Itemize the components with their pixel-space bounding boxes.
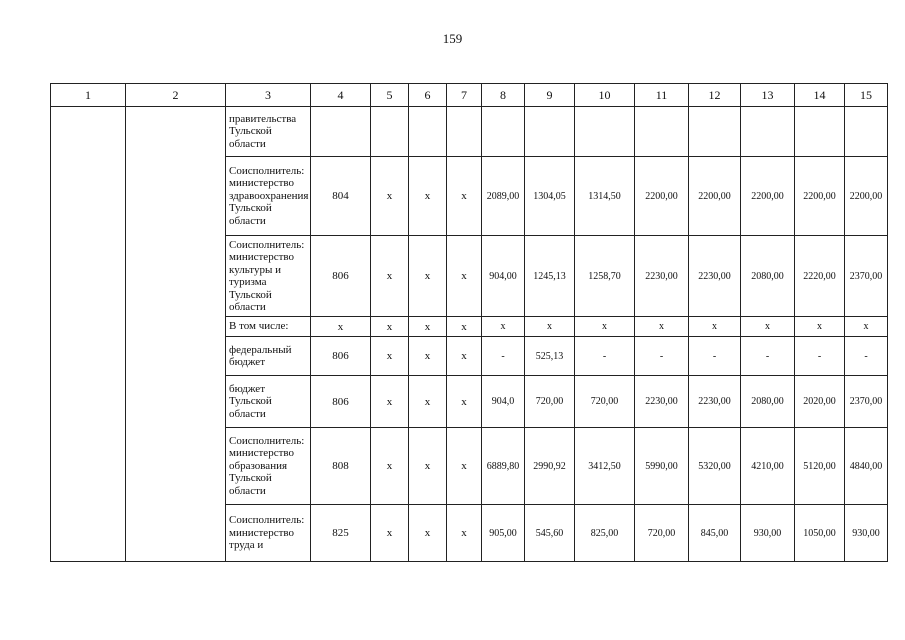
data-cell: x <box>795 317 845 337</box>
budget-table <box>50 83 888 562</box>
data-cell: x <box>635 317 689 337</box>
data-cell: 720,00 <box>525 376 575 428</box>
data-cell: x <box>371 236 409 317</box>
data-cell: x <box>371 428 409 505</box>
data-cell: x <box>371 505 409 562</box>
data-cell: 2370,00 <box>845 236 888 317</box>
data-cell: 845,00 <box>689 505 741 562</box>
data-cell: 825,00 <box>575 505 635 562</box>
table-row <box>51 236 888 317</box>
empty-cell <box>126 337 226 376</box>
column-header-1: 1 <box>51 84 126 107</box>
data-cell: 804 <box>311 157 371 236</box>
data-cell: 806 <box>311 376 371 428</box>
data-cell: 720,00 <box>575 376 635 428</box>
empty-cell <box>126 236 226 317</box>
data-cell: 5320,00 <box>689 428 741 505</box>
data-cell: 2020,00 <box>795 376 845 428</box>
data-cell: x <box>409 428 447 505</box>
table-row <box>51 157 888 236</box>
header-row <box>51 84 888 107</box>
empty-cell <box>51 505 126 562</box>
data-cell: x <box>409 505 447 562</box>
data-cell: 4840,00 <box>845 428 888 505</box>
data-cell: 1050,00 <box>795 505 845 562</box>
data-cell: - <box>741 337 795 376</box>
data-cell: x <box>845 317 888 337</box>
data-cell: x <box>525 317 575 337</box>
data-cell: 904,0 <box>482 376 525 428</box>
data-cell: 3412,50 <box>575 428 635 505</box>
data-cell: x <box>447 428 482 505</box>
empty-cell <box>51 157 126 236</box>
data-cell: x <box>371 317 409 337</box>
table-row <box>51 337 888 376</box>
data-cell: 4210,00 <box>741 428 795 505</box>
data-cell <box>845 107 888 157</box>
row-name-cell: федеральный бюджет <box>226 337 311 376</box>
row-name-cell: Соисполнитель: министерство образования Тульской области <box>226 428 311 505</box>
data-cell: x <box>409 157 447 236</box>
data-cell: 1258,70 <box>575 236 635 317</box>
table-row <box>51 505 888 562</box>
empty-cell <box>51 107 126 157</box>
column-header-2: 2 <box>126 84 226 107</box>
empty-cell <box>51 337 126 376</box>
data-cell: 2089,00 <box>482 157 525 236</box>
empty-cell <box>126 107 226 157</box>
page-number: 159 <box>442 31 463 46</box>
data-cell: 930,00 <box>845 505 888 562</box>
table-header <box>51 84 888 107</box>
column-header-12: 12 <box>689 84 741 107</box>
row-name-cell: правительства Тульской области <box>226 107 311 157</box>
data-cell <box>575 107 635 157</box>
data-cell: x <box>689 317 741 337</box>
data-cell: x <box>482 317 525 337</box>
empty-cell <box>126 317 226 337</box>
data-cell: 806 <box>311 337 371 376</box>
data-cell: 2230,00 <box>689 236 741 317</box>
data-cell: 720,00 <box>635 505 689 562</box>
data-cell: 1245,13 <box>525 236 575 317</box>
data-cell: 2200,00 <box>741 157 795 236</box>
column-header-15: 15 <box>845 84 888 107</box>
empty-cell <box>126 428 226 505</box>
column-header-13: 13 <box>741 84 795 107</box>
column-header-8: 8 <box>482 84 525 107</box>
data-cell: 825 <box>311 505 371 562</box>
empty-cell <box>51 317 126 337</box>
row-name-cell: В том числе: <box>226 317 311 337</box>
data-cell: 5120,00 <box>795 428 845 505</box>
data-cell: 2200,00 <box>689 157 741 236</box>
data-cell <box>525 107 575 157</box>
data-cell: 5990,00 <box>635 428 689 505</box>
column-header-7: 7 <box>447 84 482 107</box>
data-cell <box>795 107 845 157</box>
row-name-cell: бюджет Тульской области <box>226 376 311 428</box>
empty-cell <box>126 376 226 428</box>
data-cell: - <box>482 337 525 376</box>
data-cell: x <box>741 317 795 337</box>
data-cell <box>409 107 447 157</box>
data-cell: 2230,00 <box>635 236 689 317</box>
data-cell: 2080,00 <box>741 236 795 317</box>
data-cell: x <box>311 317 371 337</box>
data-cell: 808 <box>311 428 371 505</box>
table-body <box>51 107 888 562</box>
data-cell: x <box>371 376 409 428</box>
data-cell: 545,60 <box>525 505 575 562</box>
column-header-10: 10 <box>575 84 635 107</box>
data-cell <box>482 107 525 157</box>
data-cell <box>741 107 795 157</box>
data-cell: x <box>409 236 447 317</box>
data-cell: 2200,00 <box>635 157 689 236</box>
data-cell: 1314,50 <box>575 157 635 236</box>
data-cell <box>689 107 741 157</box>
column-header-9: 9 <box>525 84 575 107</box>
data-cell: 930,00 <box>741 505 795 562</box>
data-cell <box>371 107 409 157</box>
data-cell: 1304,05 <box>525 157 575 236</box>
table-row <box>51 376 888 428</box>
row-name-cell: Соисполнитель: министерство культуры и туризма Тульской области <box>226 236 311 317</box>
data-cell: 2230,00 <box>689 376 741 428</box>
data-cell: 2220,00 <box>795 236 845 317</box>
data-cell: x <box>447 317 482 337</box>
table-row <box>51 317 888 337</box>
empty-cell <box>126 505 226 562</box>
column-header-5: 5 <box>371 84 409 107</box>
row-name-cell: Соисполнитель: министерство труда и <box>226 505 311 562</box>
data-cell: x <box>447 505 482 562</box>
data-cell: x <box>447 376 482 428</box>
data-cell: - <box>575 337 635 376</box>
empty-cell <box>51 236 126 317</box>
column-header-14: 14 <box>795 84 845 107</box>
data-cell <box>311 107 371 157</box>
data-cell: x <box>371 157 409 236</box>
data-cell: 806 <box>311 236 371 317</box>
data-cell: - <box>845 337 888 376</box>
empty-cell <box>51 376 126 428</box>
data-cell: 2200,00 <box>795 157 845 236</box>
data-cell: x <box>575 317 635 337</box>
data-cell: 2370,00 <box>845 376 888 428</box>
table-row <box>51 107 888 157</box>
row-name-cell: Соисполнитель: министерство здравоохранения Тульской области <box>226 157 311 236</box>
data-cell: x <box>371 337 409 376</box>
data-cell: 2230,00 <box>635 376 689 428</box>
data-cell: - <box>689 337 741 376</box>
column-header-4: 4 <box>311 84 371 107</box>
data-cell: x <box>447 337 482 376</box>
data-cell: 6889,80 <box>482 428 525 505</box>
data-cell: x <box>447 157 482 236</box>
data-cell <box>635 107 689 157</box>
column-header-6: 6 <box>409 84 447 107</box>
data-cell: 2200,00 <box>845 157 888 236</box>
data-cell: - <box>795 337 845 376</box>
empty-cell <box>51 428 126 505</box>
data-cell: 2990,92 <box>525 428 575 505</box>
data-cell: x <box>409 376 447 428</box>
data-cell: x <box>409 337 447 376</box>
column-header-11: 11 <box>635 84 689 107</box>
data-cell: x <box>409 317 447 337</box>
empty-cell <box>126 157 226 236</box>
data-cell: x <box>447 236 482 317</box>
table-row <box>51 428 888 505</box>
data-cell: - <box>635 337 689 376</box>
data-cell: 2080,00 <box>741 376 795 428</box>
data-cell: 525,13 <box>525 337 575 376</box>
column-header-3: 3 <box>226 84 311 107</box>
data-cell: 905,00 <box>482 505 525 562</box>
data-cell: 904,00 <box>482 236 525 317</box>
data-cell <box>447 107 482 157</box>
